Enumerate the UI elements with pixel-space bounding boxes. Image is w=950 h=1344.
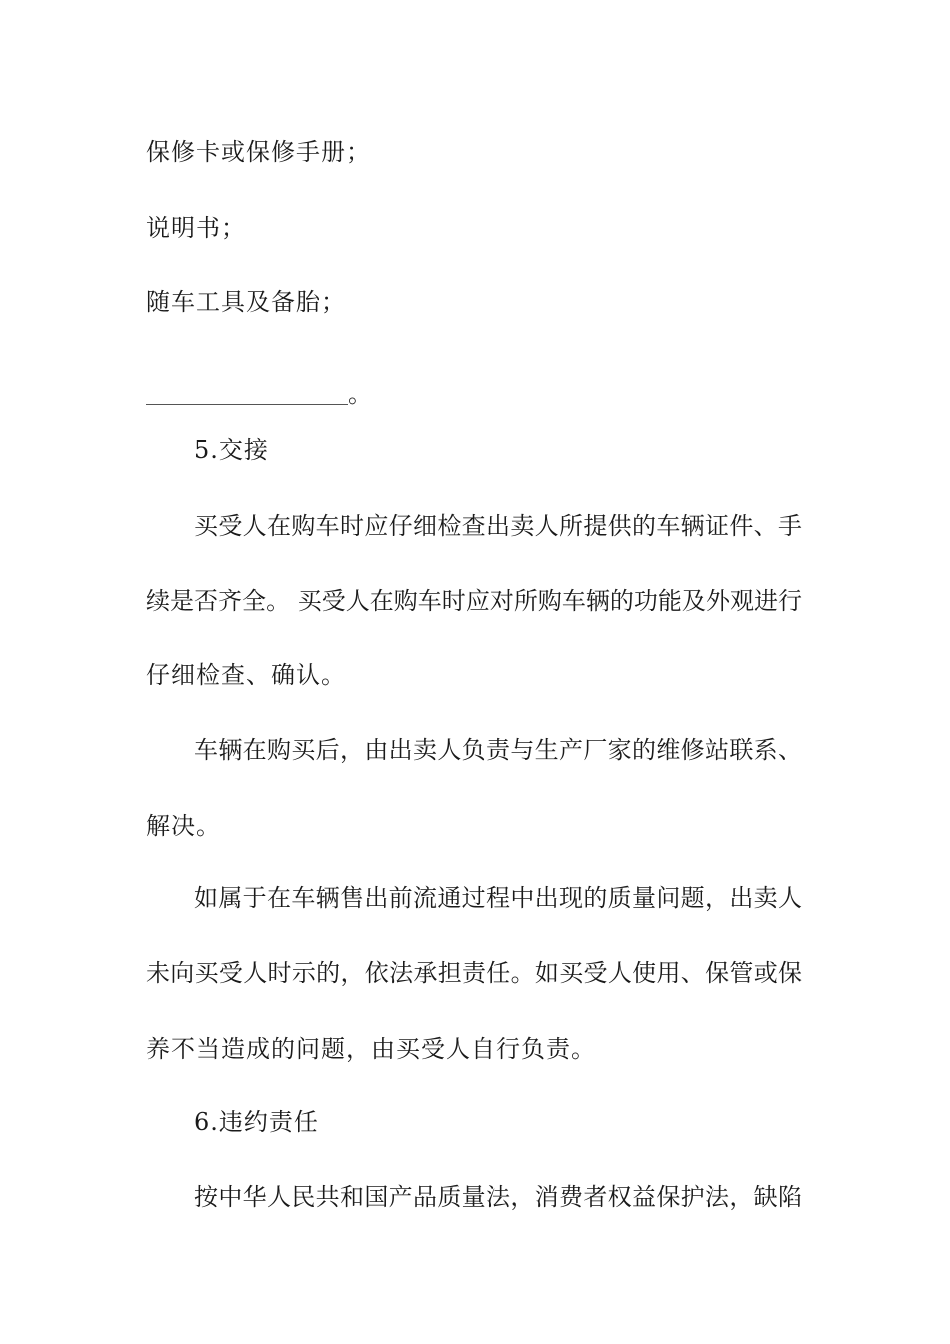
paragraph-line: 解决。 xyxy=(146,812,221,840)
list-item-warranty: 保修卡或保修手册； xyxy=(146,138,371,166)
paragraph-line: 养不当造成的问题，由买受人自行负责。 xyxy=(146,1035,596,1063)
paragraph-line: 按中华人民共和国产品质量法，消费者权益保护法，缺陷 xyxy=(194,1183,802,1211)
paragraph-line: 买受人在购车时应仔细检查出卖人所提供的车辆证件、手 xyxy=(194,512,802,540)
section-heading-handover: 5.交接 xyxy=(194,436,269,464)
paragraph-line: 未向买受人时示的，依法承担责任。如买受人使用、保管或保 xyxy=(146,959,802,987)
paragraph-line: 如属于在车辆售出前流通过程中出现的质量问题，出卖人 xyxy=(194,884,802,912)
paragraph-line: 车辆在购买后，由出卖人负责与生产厂家的维修站联系、 xyxy=(194,736,802,764)
list-item-tools: 随车工具及备胎； xyxy=(146,288,346,316)
paragraph-line: 仔细检查、确认。 xyxy=(146,661,346,689)
list-item-manual: 说明书； xyxy=(146,214,246,242)
blank-fill-line xyxy=(146,382,372,406)
underline-blank xyxy=(146,403,348,405)
section-heading-liability: 6.违约责任 xyxy=(194,1108,319,1136)
blank-line-suffix: 。 xyxy=(348,380,372,408)
paragraph-line: 续是否齐全。 买受人在购车时应对所购车辆的功能及外观进行 xyxy=(146,587,802,615)
